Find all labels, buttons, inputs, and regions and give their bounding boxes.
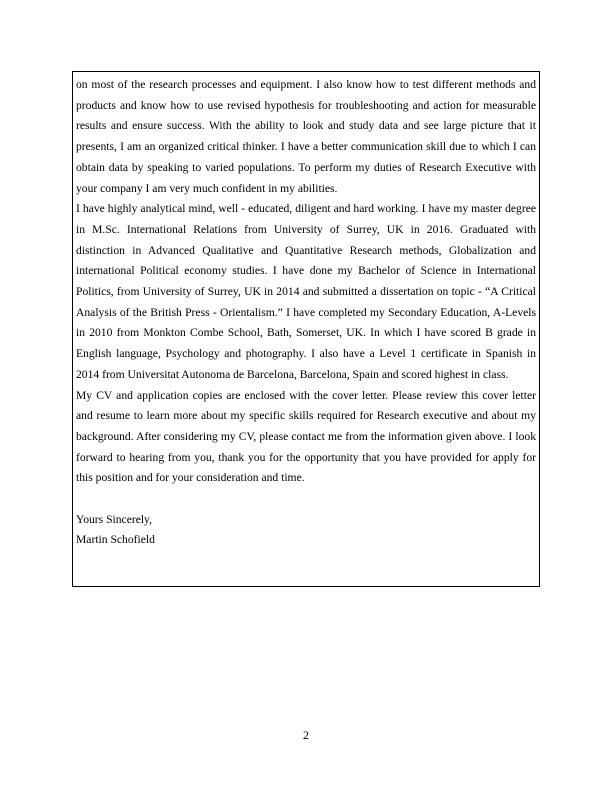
paragraph-education: I have highly analytical mind, well - educated, diligent and hard working. I have my master degree in M.Sc. International Relations from University of Surrey, UK in 2016. Graduated with distinction in Advanced Qualitative and Quantitative Research methods, Globalization and international Political economy studies. I have done my Bachelor of Science in International Politics, from University of Surrey, UK in 2014 and submitted a dissertation on topic - “A Critical Analysis of the British Press - Orientalism.” I have completed my Secondary Education, A-Levels in 2010 from Monkton Combe School, Bath, Somerset, UK. In which I have scored B grade in English language, Psychology and photography. I also have a Level 1 certificate in Spanish in 2014 from Universitat Autonoma de Barcelona, Barcelona, Spain and scored highest in class. bbox=[76, 202, 536, 381]
spacer bbox=[76, 489, 536, 510]
letter-body-frame bbox=[72, 71, 540, 587]
paragraph-closing-remarks: My CV and application copies are enclosed with the cover letter. Please review this cover letter and resume to learn more about my specific skills required for Research executive and about my background. After considering my CV, please contact me from the information given above. I look forward to hearing from you, thank you for the opportunity that you have provided for apply for this position and for your consideration and time. bbox=[76, 388, 536, 485]
page-number: 2 bbox=[303, 728, 309, 742]
closing-salutation: Yours Sincerely, bbox=[76, 512, 153, 526]
paragraph-research-skills: on most of the research processes and equipment. I also know how to test different methods and products and know how to use revised hypothesis for troubleshooting and action for measurable results and ensure success. With the ability to look and study data and see large picture that it presents, I am an organized critical thinker. I have a better communication skill due to which I can obtain data by speaking to varied populations. To perform my duties of Research Executive with your company I am very much confident in my abilities. bbox=[76, 78, 536, 195]
signature-name: Martin Schofield bbox=[76, 533, 155, 547]
